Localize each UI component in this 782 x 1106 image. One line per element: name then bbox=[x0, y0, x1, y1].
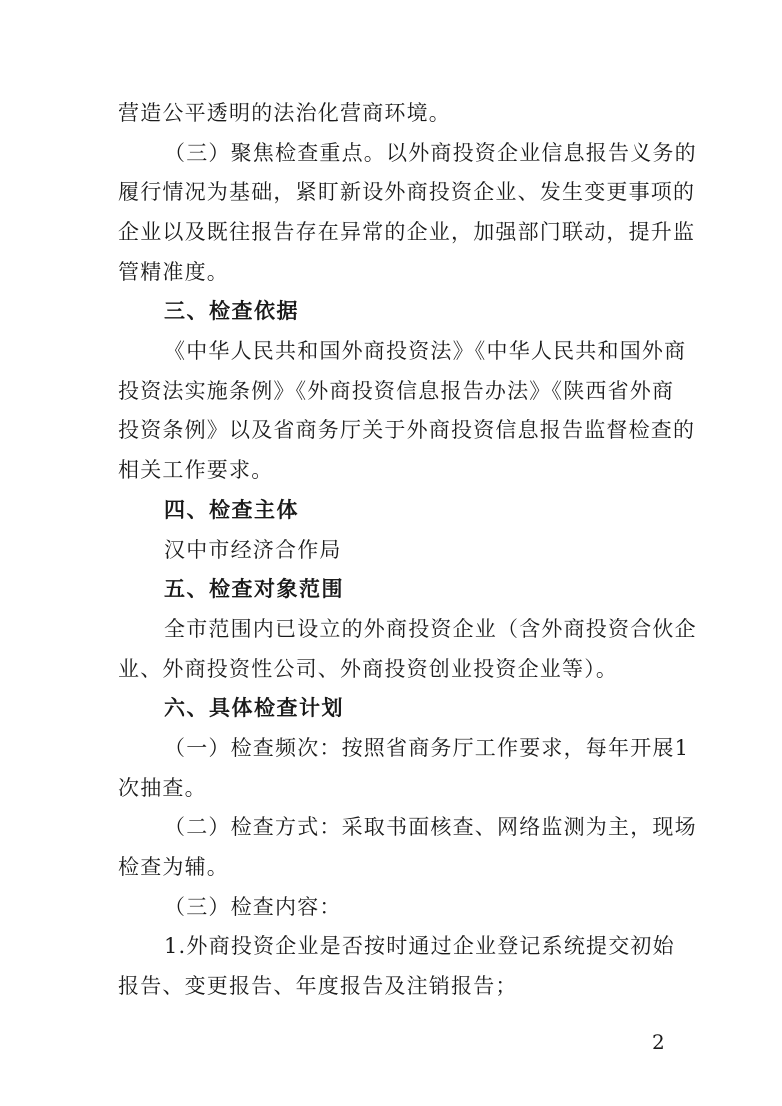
body-text-line: 营造公平透明的法治化营商环境。 bbox=[118, 101, 451, 125]
body-text-line: 履行情况为基础，紧盯新设外商投资企业、发生变更事项的 bbox=[118, 180, 696, 204]
section-heading: 五、检查对象范围 bbox=[164, 577, 344, 601]
section-heading: 四、检查主体 bbox=[164, 498, 299, 522]
body-text-line: 投资法实施条例》《外商投资信息报告办法》《陕西省外商 bbox=[118, 379, 675, 403]
body-text-line: 业、外商投资性公司、外商投资创业投资企业等）。 bbox=[118, 657, 619, 681]
body-text-line: （三）聚焦检查重点。以外商投资企业信息报告义务的 bbox=[164, 141, 697, 165]
body-text-line: 报告、变更报告、年度报告及注销报告； bbox=[118, 974, 518, 998]
body-text-line: 企业以及既往报告存在异常的企业，加强部门联动，提升监 bbox=[118, 220, 696, 244]
section-heading: 六、具体检查计划 bbox=[164, 696, 344, 720]
body-text-line: 全市范围内已设立的外商投资企业（含外商投资合伙企 bbox=[164, 617, 697, 641]
section-heading: 三、检查依据 bbox=[164, 299, 299, 323]
body-text-line: 相关工作要求。 bbox=[118, 458, 274, 482]
body-text-line: 《中华人民共和国外商投资法》《中华人民共和国外商 bbox=[164, 339, 687, 363]
body-text-line: 1.外商投资企业是否按时通过企业登记系统提交初始 bbox=[164, 934, 675, 958]
body-text-line: （一）检查频次：按照省商务厅工作要求，每年开展1 bbox=[164, 736, 690, 760]
body-text-line: （三）检查内容： bbox=[164, 895, 342, 919]
body-text-line: 检查为辅。 bbox=[118, 855, 229, 879]
body-text-line: 投资条例》以及省商务厅关于外商投资信息报告监督检查的 bbox=[118, 418, 696, 442]
body-text-line: 管精准度。 bbox=[118, 260, 229, 284]
body-text-line: 汉中市经济合作局 bbox=[164, 538, 342, 562]
body-text-line: 次抽查。 bbox=[118, 776, 207, 800]
body-text-line: （二）检查方式：采取书面核查、网络监测为主，现场 bbox=[164, 815, 697, 839]
page-number: 2 bbox=[652, 1030, 665, 1054]
